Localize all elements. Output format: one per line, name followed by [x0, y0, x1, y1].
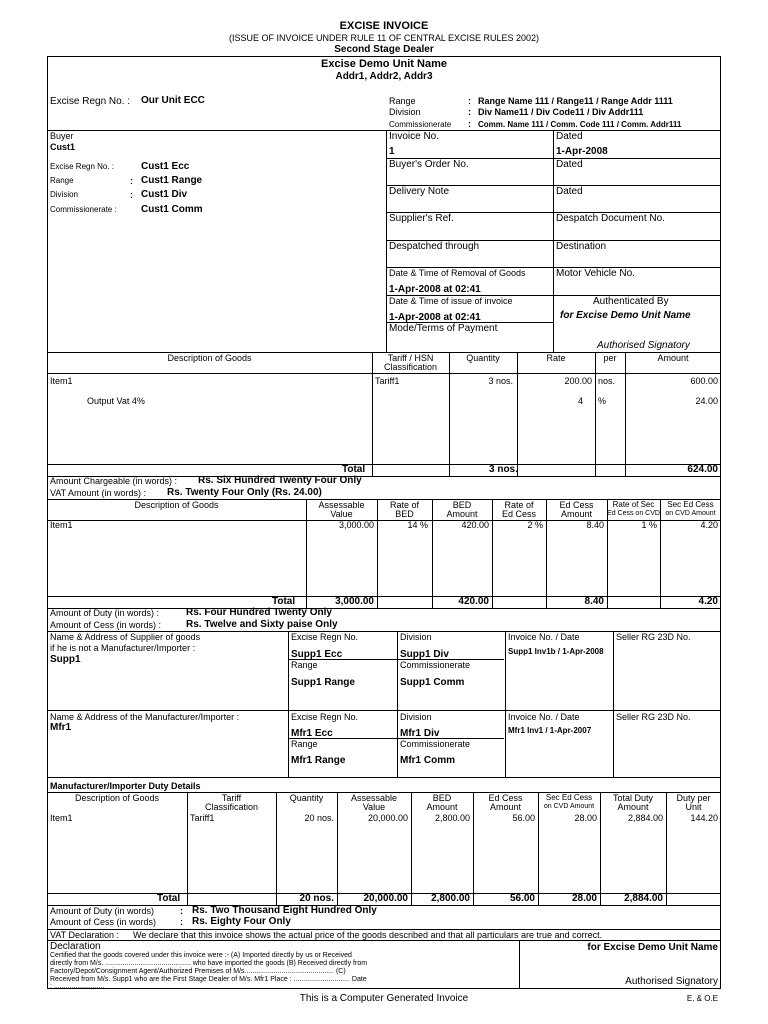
mfr-tariff-header-2: Classification — [204, 802, 259, 812]
issue-label: Date & Time of issue of invoice — [389, 296, 513, 306]
manufacturer-comm-value: Mfr1 Comm — [400, 755, 456, 766]
goods-total-amount: 624.00 — [687, 464, 718, 475]
mfr-total: 2,884.00 — [627, 813, 663, 823]
buyers-order-label: Buyer's Order No. — [389, 159, 469, 170]
duty-bed-header: BED — [452, 500, 472, 510]
chargeable-value: Rs. Six Hundred Twenty Four Only — [198, 475, 362, 486]
mfr-sec-header-2: on CVD Amount — [543, 803, 595, 810]
goods-vat-name: Output Vat 4% — [87, 396, 145, 406]
manufacturer-comm-label: Commissionerate — [400, 739, 471, 749]
manufacturer-division-value: Mfr1 Div — [400, 728, 440, 739]
duty-rate-ed-header: Rate of — [504, 500, 534, 510]
removal-value: 1-Apr-2008 at 02:41 — [389, 284, 481, 295]
duty-rate-bed-header: Rate of — [389, 500, 420, 510]
mfr-item: Item1 — [50, 813, 73, 823]
mfr-per-header: Duty per — [676, 793, 711, 803]
invoice-title: EXCISE INVOICE — [339, 20, 429, 32]
mfr-total-ed: 56.00 — [509, 893, 535, 904]
duty-words-label: Amount of Duty (in words) : — [50, 608, 160, 618]
goods-total-label: Total — [342, 464, 366, 475]
duty-assess: 3,000.00 — [338, 520, 374, 530]
invoice-subtitle: (ISSUE OF INVOICE UNDER RULE 11 OF CENTRAL EXCISE RULES 2002) — [228, 33, 540, 43]
duty-rate-ed-header-2: Ed Cess — [501, 509, 536, 519]
duty-desc-header: Description of Goods — [134, 500, 219, 510]
supplier-label-2: if he is not a Manufacturer/Importer : — [50, 643, 196, 653]
buyer-colon-1: : — [130, 176, 133, 186]
goods-total-qty: 3 nos. — [489, 464, 518, 475]
chargeable-label: Amount Chargeable (in words) : — [50, 476, 178, 486]
goods-vat-amount: 24.00 — [695, 396, 718, 406]
mfr-bed-header-2: Amount — [426, 802, 458, 812]
duty-ed-header: Ed Cess — [559, 500, 594, 510]
mfr-total-sec: 28.00 — [571, 893, 597, 904]
buyer-range-value: Cust1 Range — [141, 175, 203, 186]
buyer-regn-label: Excise Regn No. : — [50, 162, 115, 171]
goods-vat-per: % — [598, 396, 607, 406]
mfr-ed-header-2: Amount — [489, 802, 522, 812]
manufacturer-range-value: Mfr1 Range — [291, 755, 346, 766]
supplier-range-value: Supp1 Range — [291, 677, 355, 688]
vehicle-label: Motor Vehicle No. — [556, 268, 635, 279]
duty-total-assess: 3,000.00 — [335, 596, 374, 607]
mfr-cess-words-value: Rs. Eighty Four Only — [192, 916, 291, 927]
manufacturer-division-label: Division — [400, 712, 432, 722]
duty-total-ed: 8.40 — [584, 596, 604, 607]
mfr-assess: 20,000.00 — [367, 813, 408, 823]
despatch-doc-label: Despatch Document No. — [556, 213, 665, 224]
manufacturer-name: Mfr1 — [50, 722, 72, 733]
mode-label: Mode/Terms of Payment — [389, 323, 498, 334]
dated3-label: Dated — [556, 186, 583, 197]
duty-ed: 8.40 — [586, 520, 604, 530]
buyer-range-label: Range — [50, 176, 74, 185]
duty-sec-header: Sec Ed Cess — [667, 500, 714, 509]
duty-sec-header-2: on CVD Amount — [665, 510, 716, 517]
manufacturer-regn-label: Excise Regn No. — [291, 712, 359, 722]
mfr-per-unit: 144.20 — [690, 813, 718, 823]
manufacturer-invoice-label: Invoice No. / Date — [508, 712, 580, 722]
mfr-duty-title: Manufacturer/Importer Duty Details — [50, 781, 201, 791]
decl-line-5: : .......................... — [50, 983, 105, 990]
supplier-range-label: Range — [291, 660, 318, 670]
goods-item-name: Item1 — [50, 376, 73, 386]
goods-item-rate: 200.00 — [564, 376, 592, 386]
mfr-ed: 56.00 — [512, 813, 535, 823]
goods-qty-header: Quantity — [466, 353, 500, 363]
mfr-qty-header: Quantity — [289, 793, 324, 803]
decl-line-1: Certified that the goods covered under this invoice were :- (A) Imported directly by us or Received — [50, 952, 352, 959]
duty-words-value: Rs. Four Hundred Twenty Only — [186, 607, 332, 618]
mfr-total-header-2: Amount — [617, 802, 649, 812]
seller-colon-3: : — [468, 119, 471, 129]
supplier-invoice-label: Invoice No. / Date — [508, 632, 580, 642]
mfr-tariff: Tariff1 — [190, 813, 215, 823]
duty-rate-sec-header-2: Ed Cess on CVD — [607, 510, 660, 517]
buyer-colon-2: : — [130, 190, 133, 200]
vat-words-label: VAT Amount (in words) : — [50, 488, 147, 498]
goods-tariff-header: Tariff / HSN — [387, 353, 434, 363]
duty-rate-bed-header-2: BED — [395, 509, 414, 519]
mfr-total-label: Total — [157, 893, 181, 904]
goods-item-amount: 600.00 — [690, 376, 718, 386]
goods-item-qty: 3 nos. — [488, 376, 513, 386]
buyer-division-label: Division — [50, 190, 79, 199]
seller-range-value: Range Name 111 / Range11 / Range Addr 1111 — [478, 96, 673, 106]
duty-item: Item1 — [50, 520, 73, 530]
duty-total-label: Total — [272, 596, 296, 607]
buyer-label: Buyer — [50, 131, 74, 141]
duty-rate-bed: 14 % — [407, 520, 428, 530]
authenticated-label: Authenticated By — [593, 296, 669, 307]
issue-value: 1-Apr-2008 at 02:41 — [389, 312, 481, 323]
mfr-colon-1: : — [180, 906, 183, 916]
vat-words-value: Rs. Twenty Four Only (Rs. 24.00) — [167, 487, 322, 498]
supplier-rg-label: Seller RG 23D No. — [616, 632, 691, 642]
despatched-through-label: Despatched through — [389, 241, 480, 252]
seller-colon-2: : — [468, 107, 471, 117]
goods-vat-rate: 4 — [577, 396, 583, 406]
goods-amount-header: Amount — [657, 353, 689, 363]
goods-desc-header: Description of Goods — [167, 353, 252, 363]
buyer-division-value: Cust1 Div — [141, 189, 188, 200]
mfr-assess-header-2: Value — [362, 802, 386, 812]
seller-regn-label: Excise Regn No. : — [50, 96, 131, 107]
eoe-note: E. & O.E — [686, 994, 718, 1003]
duty-bed: 420.00 — [461, 520, 489, 530]
decl-line-3: Factory/Depot/Consignment Agent/Authorized Premises of M/s.............................................. (C) — [50, 968, 346, 975]
goods-rate-header: Rate — [546, 353, 566, 363]
decl-line-2: directly from M/s. ............................................ who have imported the goods (B) Received directly from — [50, 960, 368, 967]
goods-item-tariff: Tariff1 — [375, 376, 400, 386]
manufacturer-invoice-value: Mfr1 Inv1 / 1-Apr-2007 — [508, 726, 592, 735]
mfr-total-bed: 2,800.00 — [431, 893, 470, 904]
duty-ed-header-2: Amount — [560, 509, 593, 519]
mfr-bed: 2,800.00 — [434, 813, 470, 823]
buyer-name: Cust1 — [50, 142, 76, 152]
dealer-type: Second Stage Dealer — [334, 44, 434, 55]
duty-rate-sec-header: Rate of Sec — [612, 500, 655, 509]
computer-generated-note: This is a Computer Generated Invoice — [299, 993, 469, 1004]
removal-label: Date & Time of Removal of Goods — [389, 268, 526, 278]
footer-auth-signatory: Authorised Signatory — [625, 976, 718, 987]
declaration-label: Declaration — [50, 941, 101, 952]
mfr-duty-words-label: Amount of Duty (in words) — [50, 906, 155, 916]
duty-total-sec: 4.20 — [698, 596, 718, 607]
mfr-tariff-header: Tariff — [221, 793, 242, 803]
buyer-regn-value: Cust1 Ecc — [141, 161, 190, 172]
seller-comm-value: Comm. Name 111 / Comm. Code 111 / Comm. Addr111 — [478, 120, 682, 129]
supplier-division-label: Division — [400, 632, 432, 642]
mfr-cess-words-label: Amount of Cess (in words) — [50, 917, 157, 927]
mfr-total-qty: 20 nos. — [299, 893, 334, 904]
mfr-duty-words-value: Rs. Two Thousand Eight Hundred Only — [192, 905, 377, 916]
supplier-invoice-value: Supp1 Inv1b / 1-Apr-2008 — [508, 647, 604, 656]
supplier-name: Supp1 — [50, 654, 81, 665]
supplier-regn-label: Excise Regn No. — [291, 632, 359, 642]
vat-decl-text: We declare that this invoice shows the actual price of the goods described and that all particulars are true and correct. — [133, 930, 603, 940]
delivery-note-label: Delivery Note — [389, 186, 450, 197]
company-address: Addr1, Addr2, Addr3 — [335, 71, 433, 82]
goods-per-header: per — [603, 353, 617, 363]
mfr-qty: 20 nos. — [304, 813, 334, 823]
seller-division-label: Division — [389, 107, 421, 117]
mfr-ed-header: Ed Cess — [488, 793, 523, 803]
supplier-label-1: Name & Address of Supplier of goods — [50, 632, 201, 642]
dated2-label: Dated — [556, 159, 583, 170]
manufacturer-range-label: Range — [291, 739, 318, 749]
mfr-bed-header: BED — [432, 793, 452, 803]
goods-item-per: nos. — [598, 376, 616, 386]
dated-label: Dated — [556, 131, 583, 142]
supplier-comm-value: Supp1 Comm — [400, 677, 465, 688]
cess-words-label: Amount of Cess (in words) : — [50, 620, 162, 630]
invoice-no-label: Invoice No. — [389, 131, 440, 142]
buyer-comm-label: Commissionerate : — [50, 205, 117, 214]
manufacturer-rg-label: Seller RG 23D No. — [616, 712, 691, 722]
cess-words-value: Rs. Twelve and Sixty paise Only — [186, 619, 338, 630]
seller-range-label: Range — [389, 96, 416, 106]
company-name: Excise Demo Unit Name — [321, 58, 447, 70]
mfr-desc-header: Description of Goods — [74, 793, 160, 803]
mfr-assess-header: Assessable — [350, 793, 398, 803]
dated-value: 1-Apr-2008 — [556, 146, 608, 157]
duty-bed-header-2: Amount — [446, 509, 478, 519]
duty-rate-ed: 2 % — [527, 520, 543, 530]
mfr-total-total: 2,884.00 — [624, 893, 663, 904]
supplier-division-value: Supp1 Div — [400, 649, 449, 660]
buyer-comm-value: Cust1 Comm — [141, 204, 203, 215]
manufacturer-label: Name & Address of the Manufacturer/Importer : — [50, 712, 240, 722]
vat-decl-label: VAT Declaration : — [50, 930, 120, 940]
seller-comm-label: Commissionerate — [389, 120, 452, 129]
mfr-total-header: Total Duty — [612, 793, 654, 803]
invoice-no-value: 1 — [389, 146, 395, 157]
mfr-total-assess: 20,000.00 — [363, 893, 408, 904]
auth-signatory-1: Authorised Signatory — [597, 340, 690, 351]
mfr-per-header-2: Unit — [685, 802, 702, 812]
duty-rate-sec: 1 % — [641, 520, 657, 530]
goods-tariff-header-2: Classification — [383, 362, 438, 372]
seller-division-value: Div Name11 / Div Code11 / Div Addr111 — [478, 107, 644, 117]
manufacturer-regn-value: Mfr1 Ecc — [291, 728, 333, 739]
mfr-sec: 28.00 — [574, 813, 597, 823]
seller-colon-1: : — [468, 96, 471, 106]
footer-for-company: for Excise Demo Unit Name — [587, 942, 718, 953]
duty-assess-header-2: Value — [330, 509, 353, 519]
supplier-comm-label: Commissionerate — [400, 660, 471, 670]
duty-total-bed: 420.00 — [458, 596, 489, 607]
seller-regn-value: Our Unit ECC — [141, 95, 205, 106]
mfr-sec-header: Sec Ed Cess — [545, 793, 593, 802]
authenticated-for: for Excise Demo Unit Name — [560, 310, 691, 321]
suppliers-ref-label: Supplier's Ref. — [389, 213, 454, 224]
mfr-colon-2: : — [180, 917, 183, 927]
duty-sec: 4.20 — [700, 520, 718, 530]
supplier-regn-value: Supp1 Ecc — [291, 649, 343, 660]
destination-label: Destination — [556, 241, 607, 252]
decl-line-4: Received from M/s. Supp1 who are the First Stage Dealer of M/s. Mfr1 Place : ............................. Date — [50, 976, 367, 983]
duty-assess-header: Assessable — [318, 500, 365, 510]
